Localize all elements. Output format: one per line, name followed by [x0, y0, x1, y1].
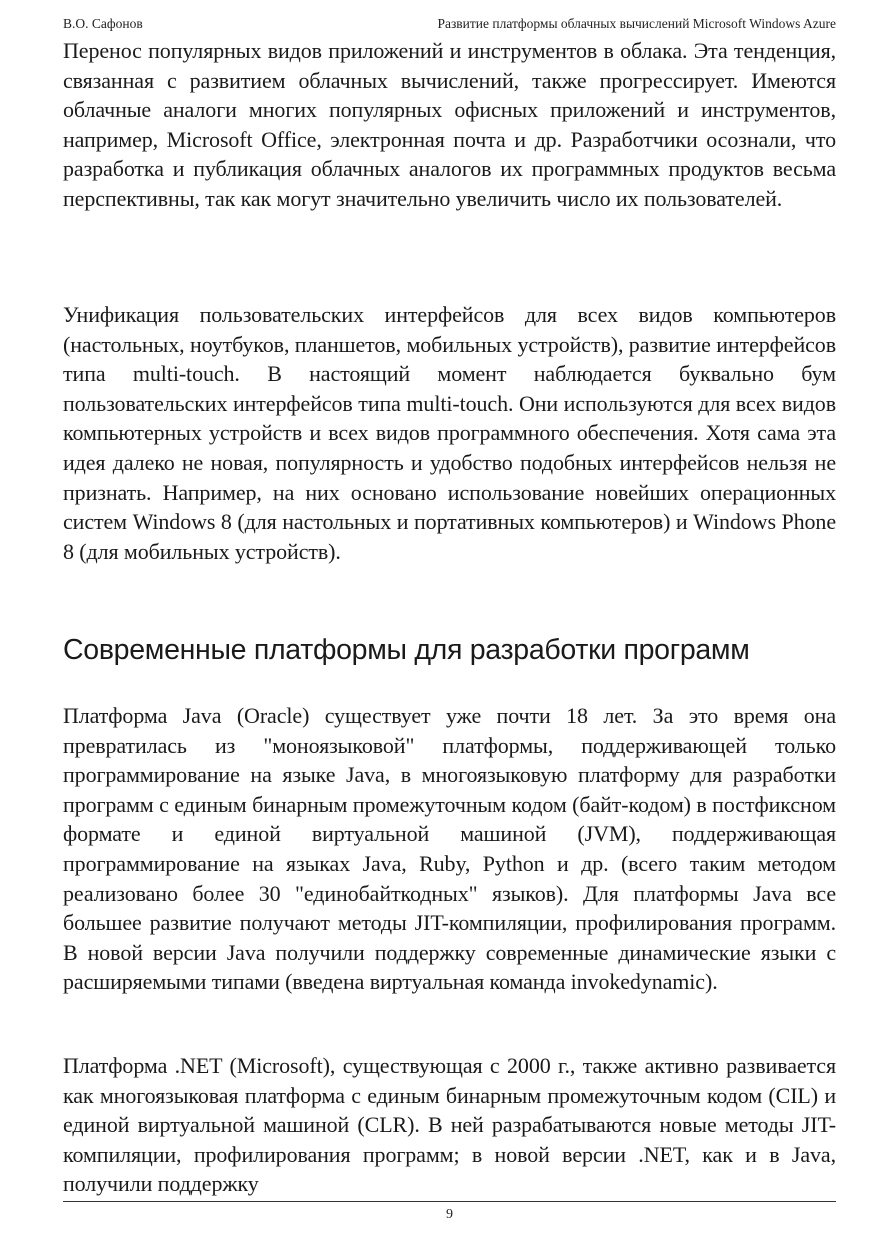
footer-divider [63, 1201, 836, 1202]
running-header [63, 14, 836, 34]
paragraph-dotnet-platform: Платформа .NET (Microsoft), существующая с 2000 г., также активно развивается как многоязыковая платформа с единым бинарным промежуточным кодом (CIL) и единой виртуальной машиной (CLR). В ней разрабатываются новые методы JIT-компиляции, профилирования программ; в новой версии .NET, как и в Java, получили поддержку [63, 1053, 836, 1197]
paragraph-cloud-migration: Перенос популярных видов приложений и инструментов в облака. Эта тенденция, связанная с развитием облачных вычислений, также прогрессирует. Имеются облачные аналоги многих популярных офисных приложений и инструментов, например, Microsoft Office, электронная почта и др. Разработчики осознали, что разработка и публикация облачных аналогов их программных продуктов весьма перспективны, так как могут значительно увеличить число их пользователей. [63, 38, 836, 211]
header-author: В.О. Сафонов [63, 16, 143, 31]
paragraph-dotnet-clip [63, 1051, 836, 1201]
paragraph-ui-unification: Унификация пользовательских интерфейсов для всех видов компьютеров (настольных, ноутбуков, планшетов, мобильных устройств), развитие интерфейсов типа multi-touch. В настоящий момент наблюдается буквально бум пользовательских интерфейсов типа multi-touch. Они используются для всех видов компьютерных устройств и всех видов программного обеспечения. Хотя сама эта идея далеко не новая, популярность и удобство подобных интерфейсов нельзя не признать. Например, на них основано использование новейших операционных систем Windows 8 (для настольных и портативных компьютеров) и Windows Phone 8 (для мобильных устройств). [63, 302, 836, 564]
section-heading: Современные платформы для разработки программ [63, 634, 750, 666]
header-book-title: Развитие платформы облачных вычислений Microsoft Windows Azure [437, 16, 836, 31]
document-page [63, 0, 836, 1241]
page-number: 9 [446, 1207, 453, 1222]
paragraph-java-platform: Платформа Java (Oracle) существует уже почти 18 лет. За это время она превратилась из "моноязыковой" платформы, поддерживающей только программирование на языке Java, в многоязыковую платформу для разработки программ с единым бинарным промежуточным кодом (байт-кодом) в постфиксном формате и единой виртуальной машиной (JVM), поддерживающая программирование на языках Java, Ruby, Python и др. (всего таким методом реализовано более 30 "единобайткодных" языков). Для платформы Java все большее развитие получают методы JIT-компиляции, профилирования программ. В новой версии Java получили поддержку современные динамические языки с расширяемыми типами (введена виртуальная команда invokedynamic). [63, 703, 836, 995]
